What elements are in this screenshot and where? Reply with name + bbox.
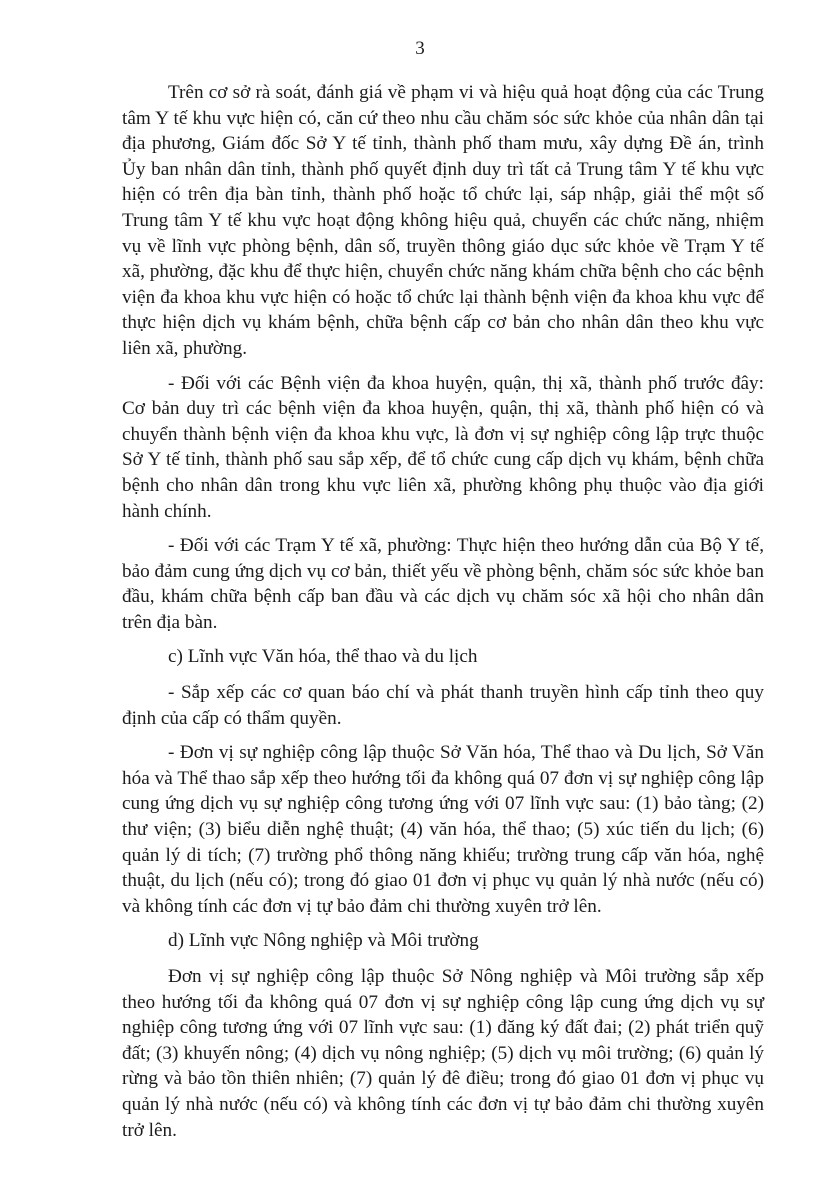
page-number: 3 (415, 38, 425, 59)
paragraph-health-centers: Trên cơ sở rà soát, đánh giá về phạm vi và hiệu quả hoạt động của các Trung tâm Y tế khu vực hiện có, căn cứ theo nhu cầu chăm sóc sức khỏe của nhân dân tại địa phương, Giám đốc Sở Y tế tỉnh, thành phố tham mưu, xây dựng Đề án, trình Ủy ban nhân dân tỉnh, thành phố quyết định duy trì tất cả Trung tâm Y tế khu vực hiện có trên địa bàn tỉnh, thành phố hoặc tổ chức lại, sáp nhập, giải thể một số Trung tâm Y tế khu vực hoạt động không hiệu quả, chuyển các chức năng, nhiệm vụ về lĩnh vực phòng bệnh, dân số, truyền thông giáo dục sức khỏe về Trạm Y tế xã, phường, đặc khu để thực hiện, chuyển chức năng khám chữa bệnh cho các bệnh viện đa khoa khu vực hiện có hoặc tổ chức lại thành bệnh viện đa khoa khu vực để thực hiện dịch vụ khám bệnh, chữa bệnh cấp cơ bản cho nhân dân theo khu vực liên xã, phường. (122, 82, 764, 359)
paragraph-district-hospitals: - Đối với các Bệnh viện đa khoa huyện, quận, thị xã, thành phố trước đây: Cơ bản duy trì các bệnh viện đa khoa huyện, quận, thị xã, thành phố hiện có và chuyển thành bệnh viện đa khoa khu vực, là đơn vị sự nghiệp công lập trực thuộc Sở Y tế tỉnh, thành phố sau sắp xếp, để tổ chức cung cấp dịch vụ khám, bệnh chữa bệnh cho nhân dân trong khu vực liên xã, phường không phụ thuộc vào địa giới hành chính. (122, 372, 764, 522)
paragraph-culture-units: - Đơn vị sự nghiệp công lập thuộc Sở Văn hóa, Thể thao và Du lịch, Sở Văn hóa và Thể thao sắp xếp theo hướng tối đa không quá 07 đơn vị sự nghiệp công lập cung ứng dịch vụ sự nghiệp công tương ứng với 07 lĩnh vực sau: (1) bảo tàng; (2) thư viện; (3) biểu diễn nghệ thuật; (4) văn hóa, thể thao; (5) xúc tiến du lịch; (6) quản lý di tích; (7) trường phổ thông năng khiếu; trường trung cấp văn hóa, nghệ thuật, du lịch (nếu có); trong đó giao 01 đơn vị phục vụ quản lý nhà nước (nếu có) và không tính các đơn vị tự bảo đảm chi thường xuyên trở lên. (122, 742, 764, 917)
document-body (122, 80, 764, 1152)
paragraph-commune-health-stations: - Đối với các Trạm Y tế xã, phường: Thực hiện theo hướng dẫn của Bộ Y tế, bảo đảm cung ứng dịch vụ cơ bản, thiết yếu về phòng bệnh, chăm sóc sức khỏe ban đầu, khám chữa bệnh cấp ban đầu và các dịch vụ chăm sóc xã hội cho nhân dân trên địa bàn. (122, 535, 764, 633)
paragraph-agriculture-units: Đơn vị sự nghiệp công lập thuộc Sở Nông nghiệp và Môi trường sắp xếp theo hướng tối đa không quá 07 đơn vị sự nghiệp công lập cung ứng dịch vụ sự nghiệp công tương ứng với 07 lĩnh vực sau: (1) đăng ký đất đai; (2) phát triển quỹ đất; (3) khuyến nông; (4) dịch vụ nông nghiệp; (5) dịch vụ môi trường; (6) quản lý rừng và bảo tồn thiên nhiên; (7) quản lý đê điều; trong đó giao 01 đơn vị phục vụ quản lý nhà nước (nếu có) và không tính các đơn vị tự bảo đảm chi thường xuyên trở lên. (122, 966, 764, 1141)
section-heading-culture: c) Lĩnh vực Văn hóa, thể thao và du lịch (168, 646, 478, 668)
section-heading-agriculture: d) Lĩnh vực Nông nghiệp và Môi trường (168, 930, 479, 952)
paragraph-press-broadcasting: - Sắp xếp các cơ quan báo chí và phát thanh truyền hình cấp tỉnh theo quy định của cấp có thẩm quyền. (122, 682, 764, 729)
